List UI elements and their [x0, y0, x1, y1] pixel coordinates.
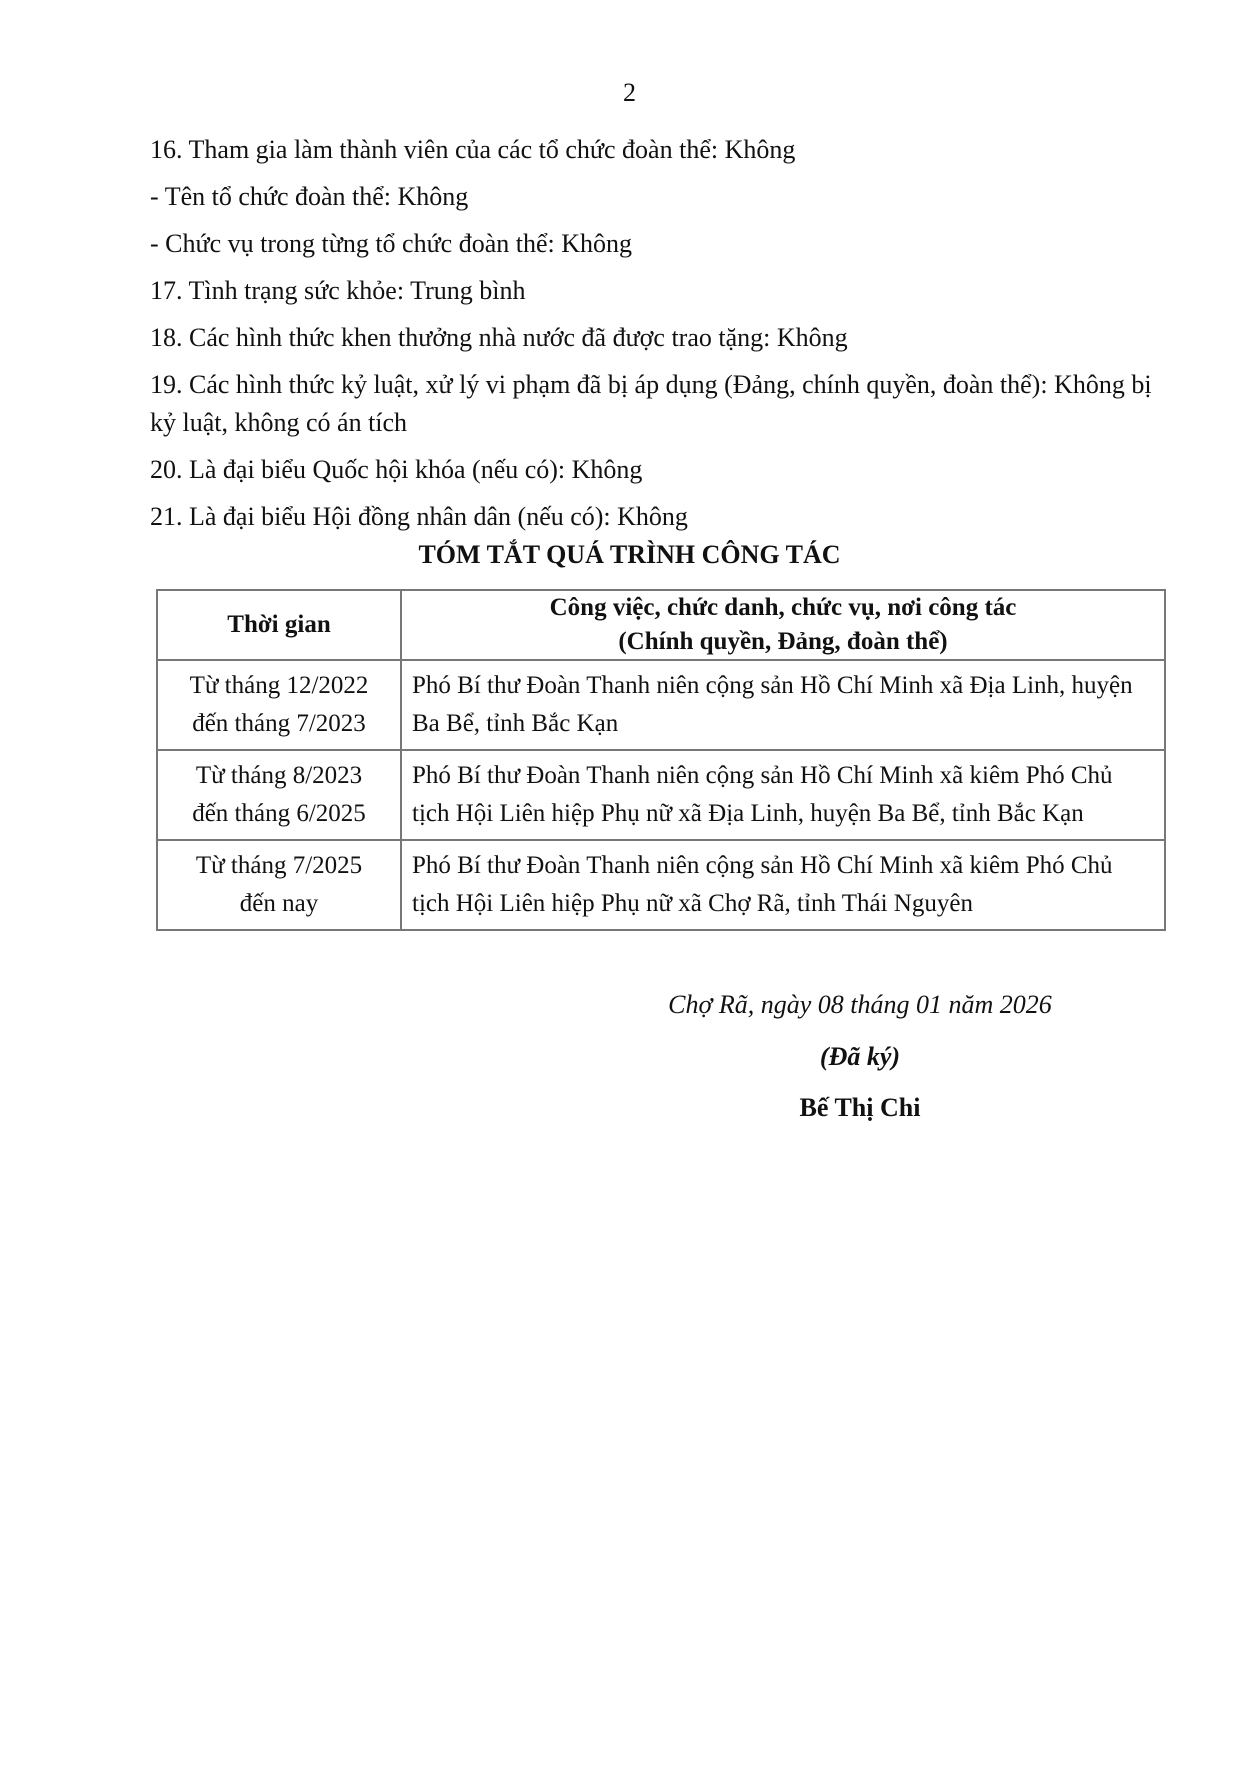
signature-signed-note: (Đã ký) — [819, 1042, 901, 1071]
item-20: 20. Là đại biểu Quốc hội khóa (nếu có): Không — [150, 455, 643, 484]
header-description — [401, 590, 1165, 660]
header-description-line2: (Chính quyền, Đảng, đoàn thể) — [618, 628, 948, 655]
row-time-start: Từ tháng 7/2025 — [195, 852, 363, 879]
row-time — [157, 750, 401, 840]
row-time-start: Từ tháng 8/2023 — [195, 762, 363, 789]
row-time-end: đến tháng 6/2025 — [192, 800, 366, 827]
row-time-end: đến tháng 7/2023 — [192, 710, 366, 737]
item-16: 16. Tham gia làm thành viên của các tổ chức đoàn thể: Không — [150, 135, 796, 164]
work-history-table — [156, 589, 1166, 931]
item-16-org-name: - Tên tổ chức đoàn thể: Không — [150, 182, 469, 211]
table-header-row — [157, 590, 1165, 660]
signature-name: Bế Thị Chi — [799, 1093, 921, 1122]
row-time — [157, 840, 401, 930]
signature-place-date: Chợ Rã, ngày 08 tháng 01 năm 2026 — [668, 990, 1052, 1019]
row-time — [157, 660, 401, 750]
row-time-start: Từ tháng 12/2022 — [189, 672, 369, 699]
personal-info-list — [150, 126, 1180, 540]
page-number: 2 — [623, 78, 636, 107]
item-18: 18. Các hình thức khen thưởng nhà nước đã được trao tặng: Không — [150, 323, 848, 352]
item-21: 21. Là đại biểu Hội đồng nhân dân (nếu có): Không — [150, 502, 688, 531]
row-description: Phó Bí thư Đoàn Thanh niên cộng sản Hồ Chí Minh xã kiêm Phó Chủ tịch Hội Liên hiệp Phụ nữ xã Địa Linh, huyện Ba Bể, tỉnh Bắc Kạn — [401, 750, 1165, 840]
item-17: 17. Tình trạng sức khỏe: Trung bình — [150, 276, 526, 305]
row-description: Phó Bí thư Đoàn Thanh niên cộng sản Hồ Chí Minh xã kiêm Phó Chủ tịch Hội Liên hiệp Phụ nữ xã Chợ Rã, tỉnh Thái Nguyên — [401, 840, 1165, 930]
item-19: 19. Các hình thức kỷ luật, xử lý vi phạm đã bị áp dụng (Đảng, chính quyền, đoàn thể): Không bị kỷ luật, không có án tích — [150, 370, 1152, 437]
item-16-position: - Chức vụ trong từng tổ chức đoàn thể: Không — [150, 229, 633, 258]
section-title: TÓM TẮT QUÁ TRÌNH CÔNG TÁC — [418, 540, 841, 569]
table-row — [157, 750, 1165, 840]
row-time-end: đến nay — [239, 890, 319, 917]
header-time: Thời gian — [157, 590, 401, 660]
header-description-line1: Công việc, chức danh, chức vụ, nơi công tác — [549, 594, 1017, 621]
table-row — [157, 840, 1165, 930]
row-description: Phó Bí thư Đoàn Thanh niên cộng sản Hồ Chí Minh xã Địa Linh, huyện Ba Bể, tỉnh Bắc Kạn — [401, 660, 1165, 750]
table-row — [157, 660, 1165, 750]
